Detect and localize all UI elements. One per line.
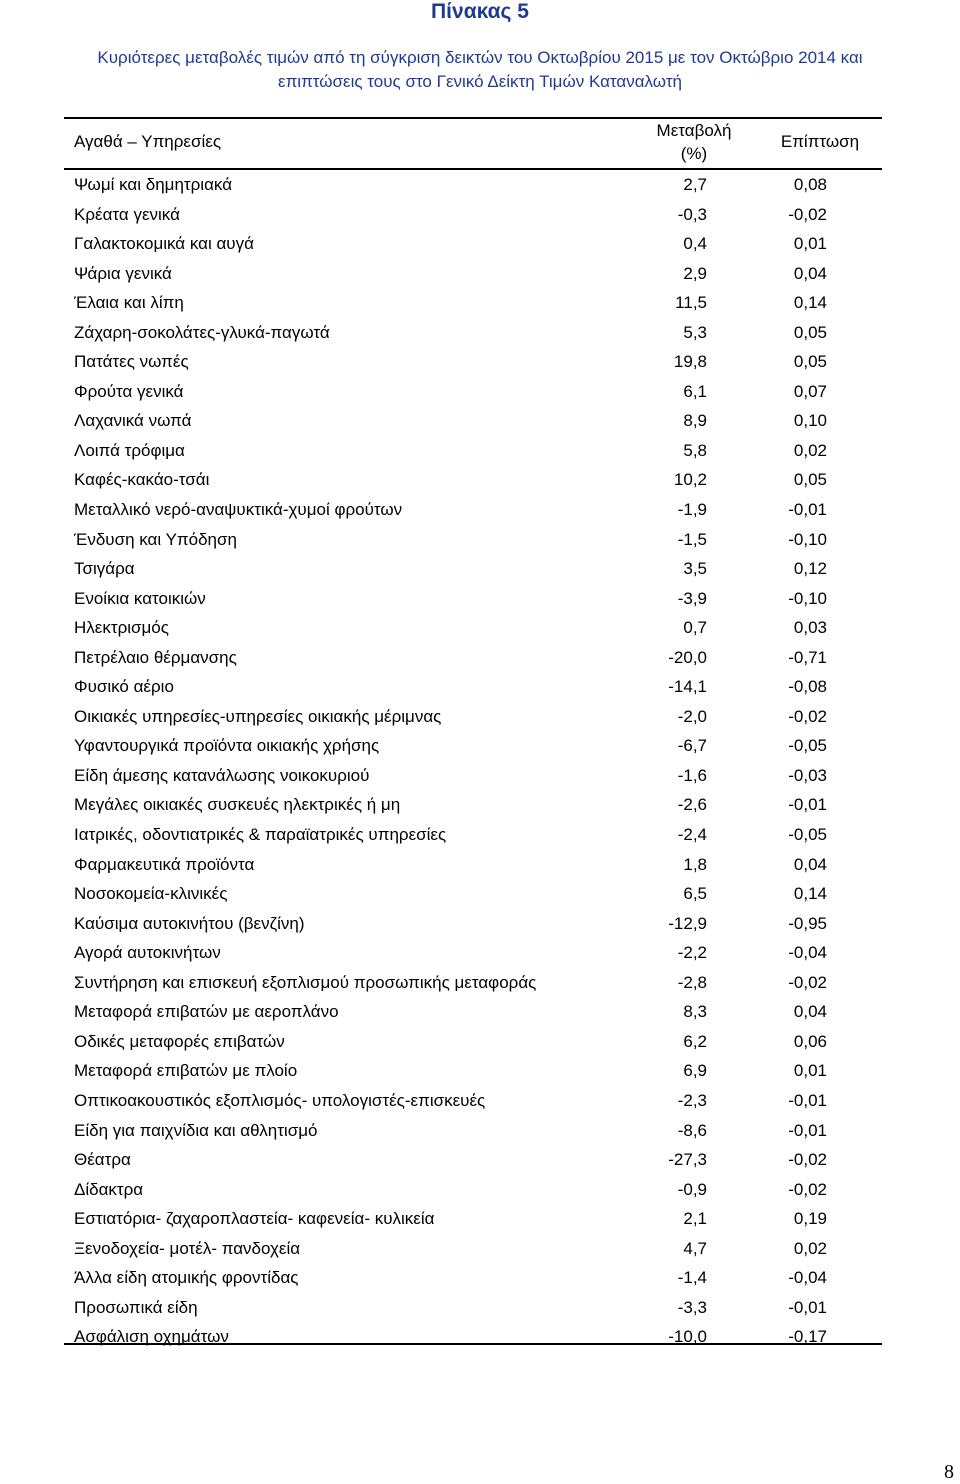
table-row [64, 1056, 882, 1086]
row-change-value: -2,0 [677, 706, 707, 726]
table-row [64, 968, 882, 998]
row-item-name: Καφές-κακάο-τσάι [74, 470, 210, 490]
row-change-value: -1,5 [677, 529, 707, 549]
row-impact-value: -0,01 [788, 500, 827, 520]
row-impact-value: 0,07 [793, 381, 827, 401]
row-impact-value: -0,71 [788, 647, 827, 667]
row-change-value: 6,1 [683, 381, 707, 401]
row-change-value: 3,5 [683, 559, 707, 579]
table-row [64, 1145, 882, 1175]
table-row [64, 436, 882, 466]
table-row [64, 1086, 882, 1116]
header-change-line-1: Μεταβολή [656, 121, 732, 140]
row-item-name: Λαχανικά νωπά [74, 411, 192, 431]
row-impact-value: -0,04 [788, 1268, 827, 1288]
row-item-name: Αγορά αυτοκινήτων [74, 943, 221, 963]
row-change-value: 10,2 [673, 470, 707, 490]
row-change-value: -2,6 [677, 795, 707, 815]
table-row [64, 1293, 882, 1323]
row-impact-value: 0,01 [793, 234, 827, 254]
row-impact-value: 0,02 [793, 1238, 827, 1258]
row-impact-value: 0,01 [793, 1061, 827, 1081]
row-item-name: Καύσιμα αυτοκινήτου (βενζίνη) [74, 913, 305, 933]
row-change-value: 19,8 [673, 352, 707, 372]
row-impact-value: -0,01 [788, 1090, 827, 1110]
table-row [64, 613, 882, 643]
row-change-value: -1,4 [677, 1268, 707, 1288]
row-change-value: -14,1 [668, 677, 707, 697]
caption-line-2: επιπτώσεις τους στο Γενικό Δείκτη Τιμών Καταναλωτή [277, 72, 682, 91]
row-item-name: Μεταφορά επιβατών με πλοίο [74, 1061, 298, 1081]
row-change-value: 0,7 [683, 618, 707, 638]
row-impact-value: -0,02 [788, 972, 827, 992]
row-change-value: 8,9 [683, 411, 707, 431]
table-row [64, 672, 882, 702]
table-row [64, 1263, 882, 1293]
row-item-name: Μεταλλικό νερό-αναψυκτικά-χυμοί φρούτων [74, 500, 403, 520]
row-change-value: 5,8 [683, 440, 707, 460]
table-row [64, 554, 882, 584]
table-row [64, 200, 882, 230]
row-change-value: -1,9 [677, 500, 707, 520]
row-impact-value: -0,02 [788, 706, 827, 726]
row-change-value: 2,1 [683, 1209, 707, 1229]
row-impact-value: 0,19 [793, 1209, 827, 1229]
table-row [64, 938, 882, 968]
row-change-value: 6,5 [683, 884, 707, 904]
row-change-value: 6,2 [683, 1031, 707, 1051]
table-row [64, 909, 882, 939]
page-title: Πίνακας 5 [431, 0, 529, 23]
row-item-name: Οπτικοακουστικός εξοπλισμός- υπολογιστές-επισκευές [74, 1090, 486, 1110]
table-row [64, 997, 882, 1027]
row-change-value: -2,4 [677, 825, 707, 845]
row-change-value: 6,9 [683, 1061, 707, 1081]
row-change-value: -27,3 [668, 1150, 707, 1170]
row-impact-value: -0,01 [788, 1297, 827, 1317]
header-change [634, 119, 754, 165]
table-row [64, 790, 882, 820]
row-item-name: Δίδακτρα [74, 1179, 144, 1199]
row-change-value: -1,6 [677, 765, 707, 785]
row-item-name: Λοιπά τρόφιμα [74, 440, 185, 460]
row-impact-value: -0,03 [788, 765, 827, 785]
row-item-name: Πατάτες νωπές [74, 352, 189, 372]
table-row [64, 318, 882, 348]
table-caption [0, 46, 960, 94]
table-row [64, 288, 882, 318]
row-item-name: Γαλακτοκομικά και αυγά [74, 234, 254, 254]
row-item-name: Ασφάλιση οχημάτων [74, 1327, 229, 1347]
row-change-value: 8,3 [683, 1002, 707, 1022]
table-row [64, 731, 882, 761]
row-change-value: -2,8 [677, 972, 707, 992]
row-item-name: Άλλα είδη ατομικής φροντίδας [74, 1268, 299, 1288]
row-change-value: 1,8 [683, 854, 707, 874]
row-item-name: Ζάχαρη-σοκολάτες-γλυκά-παγωτά [74, 322, 330, 342]
row-item-name: Κρέατα γενικά [74, 204, 180, 224]
row-impact-value: -0,05 [788, 825, 827, 845]
row-change-value: -0,3 [677, 204, 707, 224]
row-item-name: Εστιατόρια- ζαχαροπλαστεία- καφενεία- κυλικεία [74, 1209, 435, 1229]
row-change-value: -10,0 [668, 1327, 707, 1347]
table-row [64, 1116, 882, 1146]
table-body [64, 170, 882, 1352]
table-row [64, 1322, 882, 1352]
table-row [64, 406, 882, 436]
table-row [64, 229, 882, 259]
row-change-value: -3,3 [677, 1297, 707, 1317]
row-change-value: 11,5 [675, 293, 707, 313]
row-impact-value: -0,04 [788, 943, 827, 963]
row-change-value: 0,4 [683, 234, 707, 254]
table-row [64, 761, 882, 791]
row-item-name: Οδικές μεταφορές επιβατών [74, 1031, 285, 1051]
table-row [64, 643, 882, 673]
row-item-name: Πετρέλαιο θέρμανσης [74, 647, 237, 667]
table-row [64, 1027, 882, 1057]
row-impact-value: 0,02 [793, 440, 827, 460]
row-item-name: Ψάρια γενικά [74, 263, 172, 283]
table-row [64, 465, 882, 495]
table-row [64, 879, 882, 909]
row-item-name: Ιατρικές, οδοντιατρικές & παραϊατρικές υπηρεσίες [74, 825, 447, 845]
row-impact-value: -0,02 [788, 204, 827, 224]
row-change-value: 2,7 [683, 175, 707, 194]
table-row [64, 1234, 882, 1264]
row-impact-value: 0,05 [793, 322, 827, 342]
header-change-line-2: (%) [680, 144, 708, 163]
table-row [64, 1204, 882, 1234]
row-item-name: Είδη για παιχνίδια και αθλητισμό [74, 1120, 318, 1140]
row-item-name: Μεγάλες οικιακές συσκευές ηλεκτρικές ή μη [74, 795, 401, 815]
row-impact-value: -0,17 [788, 1327, 827, 1347]
row-change-value: -8,6 [677, 1120, 707, 1140]
row-item-name: Συντήρηση και επισκευή εξοπλισμού προσωπικής μεταφοράς [74, 972, 537, 992]
table-bottom-rule [64, 1343, 882, 1345]
row-change-value: -6,7 [677, 736, 707, 756]
row-impact-value: 0,03 [793, 618, 827, 638]
table-row [64, 347, 882, 377]
row-item-name: Φαρμακευτικά προϊόντα [74, 854, 255, 874]
row-item-name: Ένδυση και Υπόδηση [74, 529, 237, 549]
table-row [64, 702, 882, 732]
row-impact-value: -0,08 [788, 677, 827, 697]
table-row [64, 584, 882, 614]
row-impact-value: 0,14 [793, 884, 827, 904]
row-item-name: Τσιγάρα [74, 559, 135, 579]
row-impact-value: -0,01 [788, 795, 827, 815]
row-item-name: Θέατρα [74, 1150, 131, 1170]
header-impact: Επίπτωση [780, 132, 860, 151]
row-impact-value: 0,10 [793, 411, 827, 431]
table-row [64, 820, 882, 850]
row-change-value: -12,9 [668, 913, 707, 933]
price-changes-table [64, 117, 882, 1352]
row-impact-value: 0,04 [793, 854, 827, 874]
table-row [64, 170, 882, 200]
row-impact-value: -0,10 [788, 588, 827, 608]
row-impact-value: 0,04 [793, 1002, 827, 1022]
row-item-name: Μεταφορά επιβατών με αεροπλάνο [74, 1002, 339, 1022]
row-impact-value: 0,05 [793, 470, 827, 490]
row-impact-value: 0,12 [793, 559, 827, 579]
table-row [64, 495, 882, 525]
row-item-name: Προσωπικά είδη [74, 1297, 198, 1317]
page-number: 8 [944, 1461, 954, 1483]
table-row [64, 1175, 882, 1205]
row-item-name: Οικιακές υπηρεσίες-υπηρεσίες οικιακής μέριμνας [74, 706, 442, 726]
row-change-value: -0,9 [677, 1179, 707, 1199]
table-row [64, 525, 882, 555]
table-row [64, 377, 882, 407]
row-impact-value: 0,06 [793, 1031, 827, 1051]
row-change-value: 2,9 [683, 263, 707, 283]
table-row [64, 259, 882, 289]
row-item-name: Έλαια και λίπη [74, 293, 184, 313]
row-impact-value: -0,02 [788, 1179, 827, 1199]
row-change-value: -3,9 [677, 588, 707, 608]
row-item-name: Ενοίκια κατοικιών [74, 588, 206, 608]
row-change-value: -20,0 [668, 647, 707, 667]
header-item: Αγαθά – Υπηρεσίες [74, 132, 222, 151]
row-item-name: Ηλεκτρισμός [74, 618, 169, 638]
row-item-name: Φυσικό αέριο [74, 677, 174, 697]
table-row [64, 850, 882, 880]
row-impact-value: -0,01 [788, 1120, 827, 1140]
row-item-name: Φρούτα γενικά [74, 381, 184, 401]
row-impact-value: 0,04 [793, 263, 827, 283]
row-impact-value: 0,08 [793, 175, 827, 194]
row-change-value: -2,3 [677, 1090, 707, 1110]
row-change-value: 4,7 [683, 1238, 707, 1258]
row-impact-value: 0,14 [793, 293, 827, 313]
row-item-name: Ξενοδοχεία- μοτέλ- πανδοχεία [74, 1238, 301, 1258]
row-item-name: Νοσοκομεία-κλινικές [74, 884, 228, 904]
row-change-value: -2,2 [677, 943, 707, 963]
row-item-name: Είδη άμεσης κατανάλωσης νοικοκυριού [74, 765, 370, 785]
row-change-value: 5,3 [683, 322, 707, 342]
row-impact-value: -0,02 [788, 1150, 827, 1170]
row-impact-value: -0,05 [788, 736, 827, 756]
caption-line-1: Κυριότερες μεταβολές τιμών από τη σύγκριση δεικτών του Οκτωβρίου 2015 με τον Οκτώβριο 2014 και [97, 48, 863, 67]
row-impact-value: -0,10 [788, 529, 827, 549]
row-impact-value: -0,95 [788, 913, 827, 933]
row-item-name: Υφαντουργικά προϊόντα οικιακής χρήσης [74, 736, 380, 756]
row-item-name: Ψωμί και δημητριακά [74, 175, 233, 194]
row-impact-value: 0,05 [793, 352, 827, 372]
table-header [64, 119, 882, 170]
